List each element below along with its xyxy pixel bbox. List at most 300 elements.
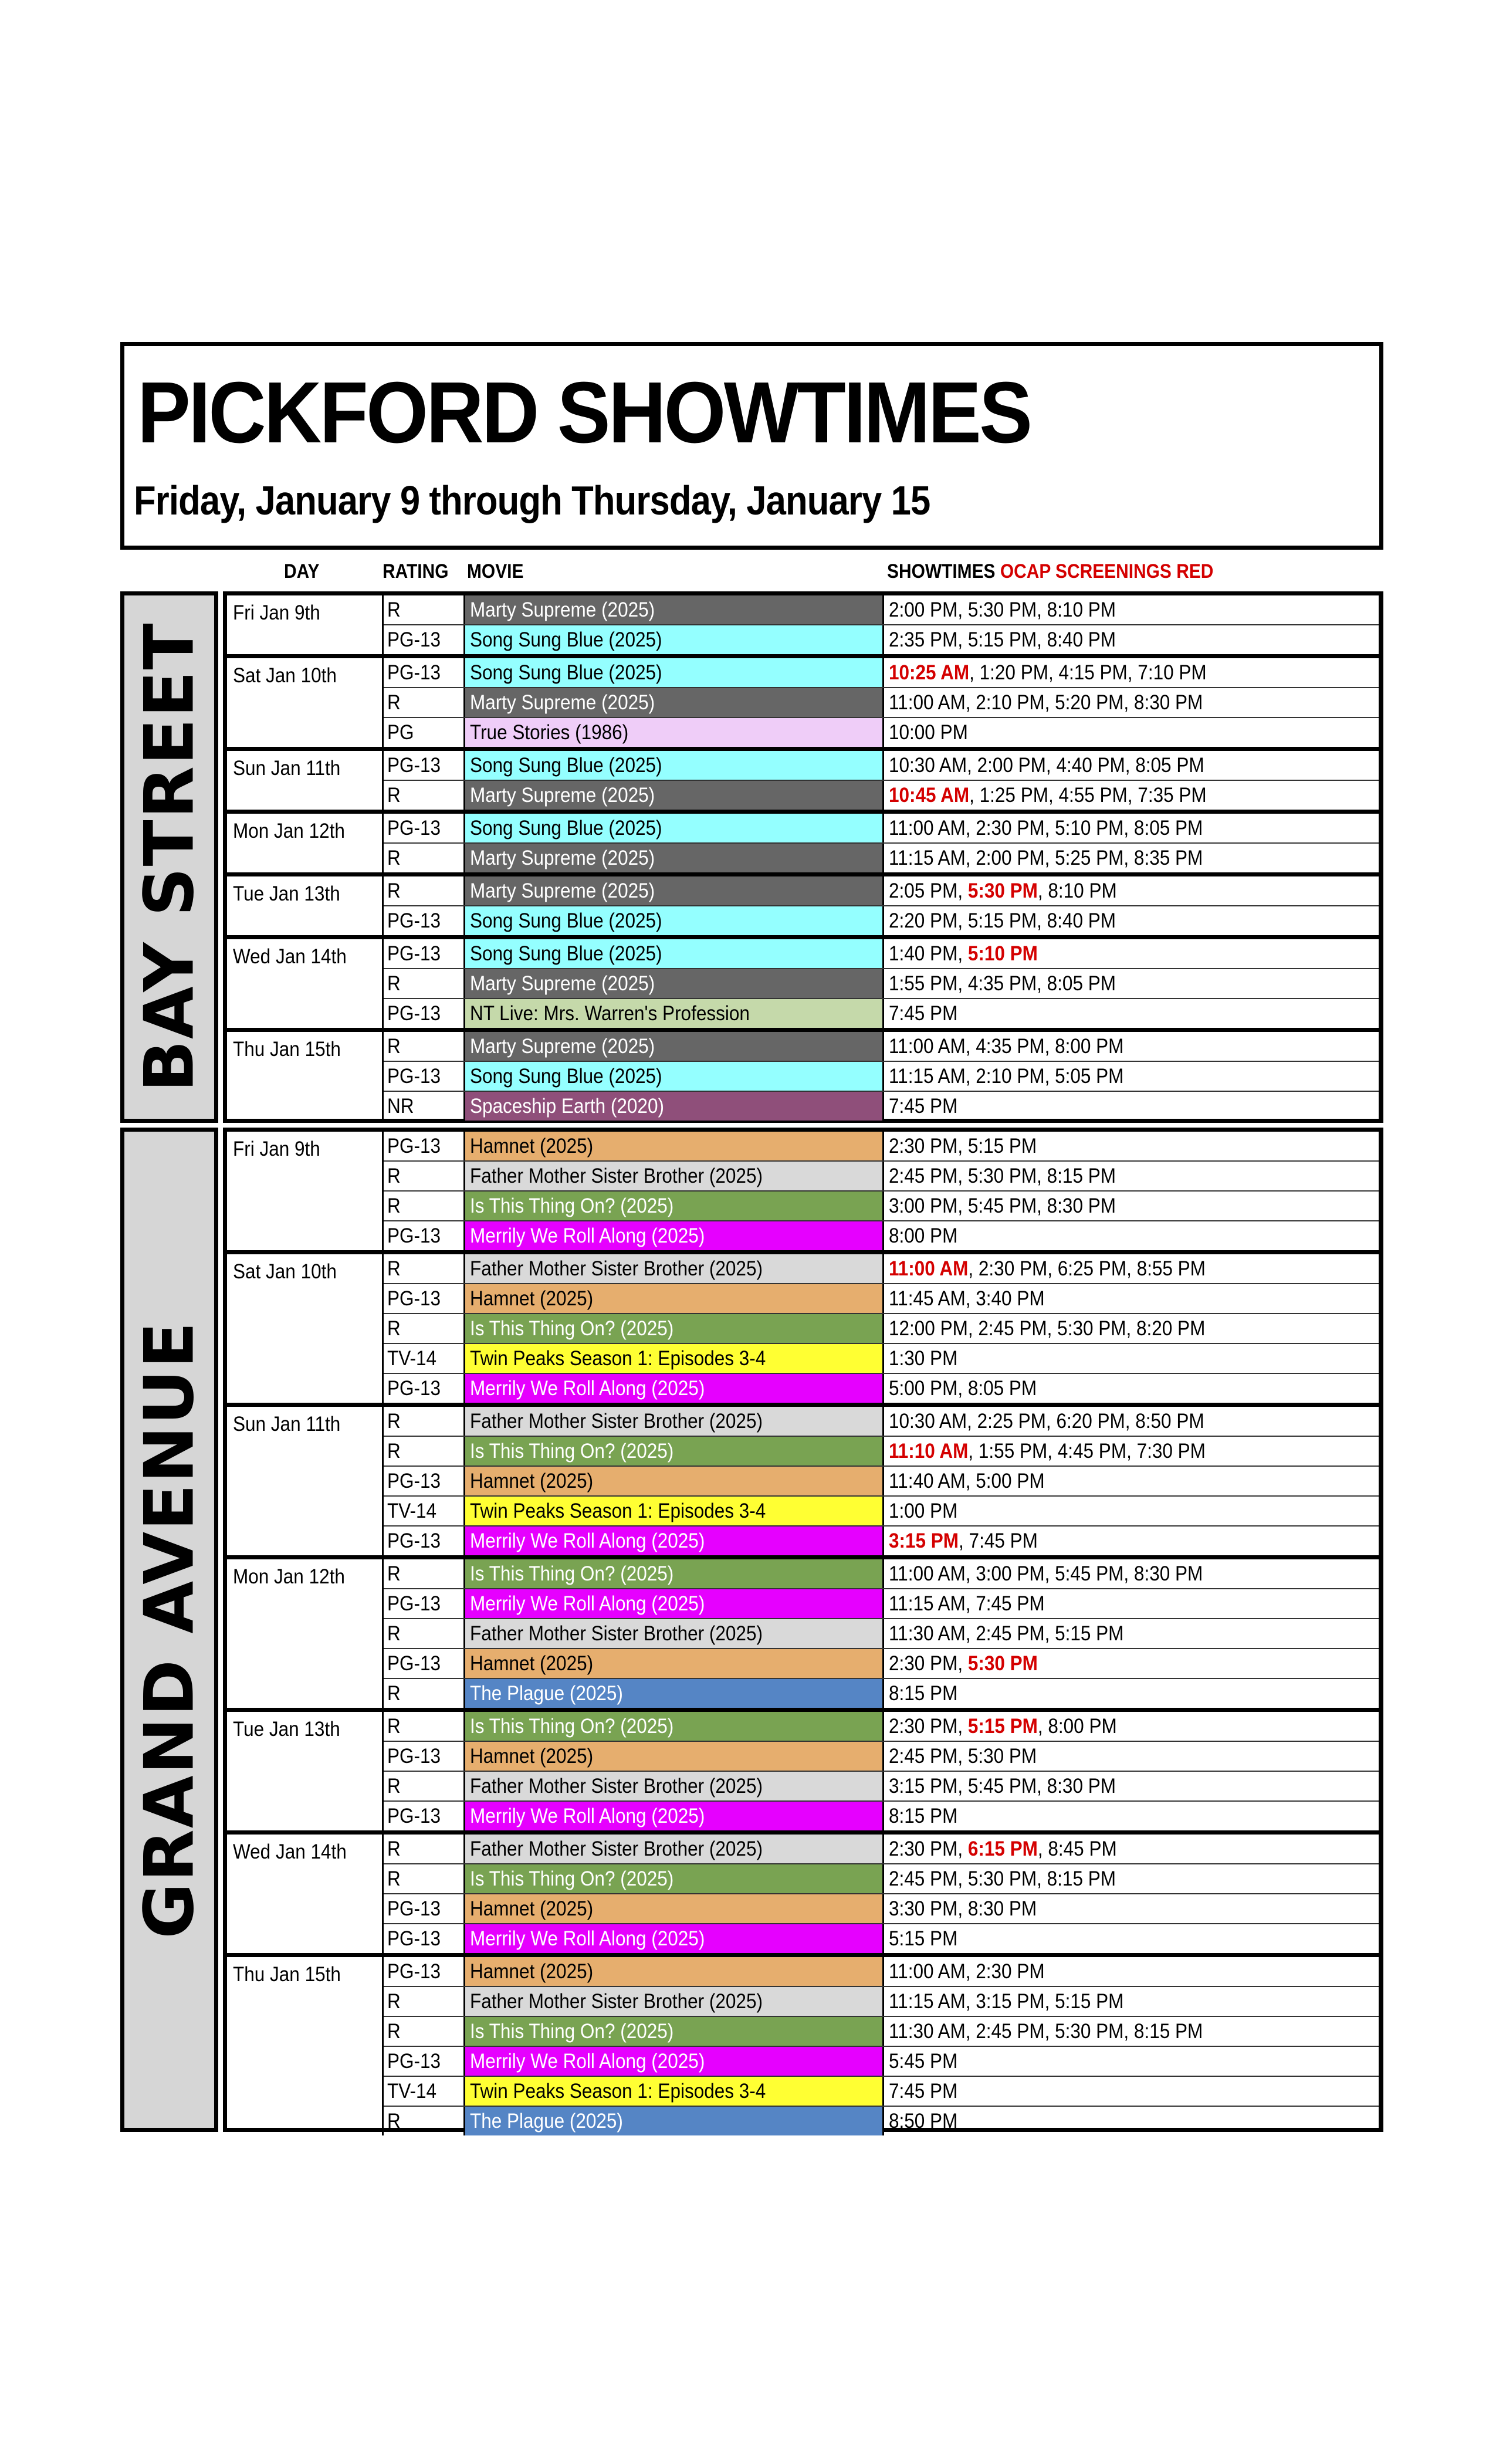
showtime: 7:45 PM (976, 1592, 1045, 1615)
table-row (384, 1467, 1379, 1497)
rating-label: PG (387, 721, 414, 744)
movie-title: Marty Supreme (2025) (470, 879, 655, 902)
rating-cell (384, 1527, 465, 1555)
showtimes-list (889, 1497, 957, 1525)
ocap-showtime: 6:15 PM (967, 1837, 1038, 1860)
day-cell (227, 1407, 384, 1555)
rating-label: R (387, 847, 401, 869)
showtime: 1:55 PM (978, 1440, 1048, 1463)
day-cell (227, 1559, 384, 1708)
showtime: 2:00 PM (977, 754, 1046, 777)
ocap-showtime: 5:30 PM (967, 879, 1038, 902)
rating-label: PG-13 (387, 1652, 441, 1675)
movie-cell (465, 1062, 884, 1091)
movie-cell (465, 2017, 884, 2046)
movie-title: Is This Thing On? (2025) (470, 1440, 674, 1463)
rating-label: R (387, 1035, 401, 1058)
showtime: 8:50 PM (1135, 1410, 1204, 1433)
showtime: 11:30 AM (889, 2020, 966, 2043)
showtimes-list: 10:30 AM, 2:25 PM, 6:20 PM, 8:50 PM (889, 1410, 1204, 1433)
rating-label: TV-14 (387, 1500, 437, 1522)
table-row (384, 781, 1379, 810)
showtime: 7:10 PM (1138, 661, 1207, 684)
showtime: 2:10 PM (976, 1065, 1045, 1088)
rating-cell (384, 1712, 465, 1741)
showtime: 8:30 PM (1133, 691, 1203, 714)
movie-title: The Plague (2025) (470, 1682, 623, 1705)
showtime: 5:20 PM (1055, 691, 1124, 714)
showtime: 5:00 PM (889, 1377, 958, 1400)
showtime: 8:20 PM (1136, 1317, 1206, 1340)
showtime: 1:30 PM (889, 1347, 958, 1370)
showtime: 5:30 PM (1057, 1317, 1126, 1340)
showtime: 10:30 AM (889, 754, 967, 777)
table-row (384, 1802, 1379, 1830)
rating-cell (384, 1924, 465, 1953)
showtime: 4:15 PM (1058, 661, 1128, 684)
movie-cell (465, 906, 884, 935)
movie-cell (465, 2047, 884, 2076)
showtime: 11:15 AM (889, 847, 966, 869)
showtime: 3:30 PM (889, 1897, 958, 1920)
table-row (384, 969, 1379, 999)
movie-cell (465, 595, 884, 624)
showtimes-cell (884, 751, 1379, 780)
rating-label: R (387, 1165, 401, 1187)
table-row (384, 625, 1379, 654)
showtime: 7:45 PM (889, 1002, 958, 1025)
showtime: 2:10 PM (976, 691, 1045, 714)
table-row (384, 999, 1379, 1028)
page-title: PICKFORD SHOWTIMES (137, 364, 1031, 461)
day-group (227, 1835, 1379, 1957)
rating-cell (384, 844, 465, 872)
rating-cell (384, 1957, 465, 1986)
showtimes-list (889, 1924, 957, 1953)
rating-label: R (387, 1715, 401, 1738)
showtime: 5:15 PM (967, 1135, 1037, 1157)
rating-label: R (387, 691, 401, 714)
ocap-legend: OCAP SCREENINGS RED (1000, 560, 1214, 583)
showtime: 2:05 PM (889, 879, 958, 902)
showtime: 5:30 PM (967, 598, 1037, 621)
showtime: 8:15 PM (1133, 2020, 1203, 2043)
rating-label: PG-13 (387, 1927, 441, 1950)
showtimes-cell (884, 1192, 1379, 1220)
showtimes-list: 12:00 PM, 2:45 PM, 5:30 PM, 8:20 PM (889, 1317, 1206, 1340)
table-row (384, 2047, 1379, 2077)
movie-title: Song Sung Blue (2025) (470, 1065, 662, 1088)
rating-label: PG-13 (387, 1805, 441, 1827)
table-row (384, 1192, 1379, 1221)
table-row (384, 1032, 1379, 1062)
table-row (384, 1957, 1379, 1987)
showtimes-list: 10:25 AM, 1:20 PM, 4:15 PM, 7:10 PM (889, 661, 1207, 684)
movie-title: Merrily We Roll Along (2025) (470, 2050, 705, 2073)
ocap-showtime: 5:15 PM (967, 1715, 1038, 1738)
rating-label: PG-13 (387, 909, 441, 932)
rating-cell (384, 1032, 465, 1061)
date-range-subtitle: Friday, January 9 through Thursday, January 15 (134, 478, 930, 523)
showtimes-cell (884, 1092, 1379, 1121)
movie-cell (465, 1619, 884, 1648)
showtime: 8:05 PM (1135, 754, 1204, 777)
showtimes-cell (884, 1062, 1379, 1091)
movie-cell (465, 876, 884, 905)
table-row (384, 1894, 1379, 1924)
rating-label: PG-13 (387, 1529, 441, 1552)
day-label: Wed Jan 14th (233, 945, 347, 968)
rating-cell (384, 1619, 465, 1648)
movie-cell (465, 1894, 884, 1923)
showtime: 11:00 AM (889, 1035, 966, 1058)
showing-rows (384, 1254, 1379, 1403)
movie-title: Hamnet (2025) (470, 1897, 594, 1920)
table-row (384, 2077, 1379, 2107)
movie-title: Twin Peaks Season 1: Episodes 3-4 (470, 1500, 766, 1522)
showtime: 11:30 AM (889, 1622, 966, 1645)
movie-title: Song Sung Blue (2025) (470, 661, 662, 684)
movie-cell (465, 1314, 884, 1343)
showtime: 2:30 PM (889, 1715, 958, 1738)
movie-cell (465, 1092, 884, 1121)
rating-cell (384, 1344, 465, 1373)
movie-title: Spaceship Earth (2020) (470, 1095, 664, 1118)
showtimes-cell (884, 999, 1379, 1028)
rating-cell (384, 1132, 465, 1160)
movie-cell (465, 1835, 884, 1863)
rating-cell (384, 1062, 465, 1091)
showtimes-cell (884, 1802, 1379, 1830)
showtimes-cell (884, 1924, 1379, 1953)
movie-cell (465, 939, 884, 968)
movie-cell (465, 1221, 884, 1250)
showtimes-list: 2:30 PM, 5:15 PM (889, 1135, 1037, 1157)
movie-cell (465, 1344, 884, 1373)
showtime: 2:45 PM (976, 1622, 1045, 1645)
showtimes-list: 11:30 AM, 2:45 PM, 5:15 PM (889, 1622, 1124, 1645)
showtimes-list: 11:15 AM, 2:10 PM, 5:05 PM (889, 1065, 1124, 1088)
showtime: 8:55 PM (1136, 1257, 1206, 1280)
day-label: Fri Jan 9th (233, 1138, 320, 1160)
showtimes-cell (884, 1559, 1379, 1588)
movie-cell (465, 1407, 884, 1436)
showtime: 2:30 PM (889, 1135, 958, 1157)
showtimes-cell (884, 1032, 1379, 1061)
table-row (384, 718, 1379, 747)
rating-cell (384, 1589, 465, 1618)
showtimes-list: 11:15 AM, 2:00 PM, 5:25 PM, 8:35 PM (889, 847, 1203, 869)
table-row (384, 595, 1379, 625)
showtimes-cell (884, 1132, 1379, 1160)
showtimes-list: 10:30 AM, 2:00 PM, 4:40 PM, 8:05 PM (889, 754, 1204, 777)
showtimes-list: 11:00 AM, 3:00 PM, 5:45 PM, 8:30 PM (889, 1562, 1203, 1585)
showtime: 4:35 PM (976, 1035, 1045, 1058)
showtimes-cell (884, 1314, 1379, 1343)
movie-title: Is This Thing On? (2025) (470, 1867, 674, 1890)
showtimes-cell (884, 1467, 1379, 1495)
table-row (384, 1527, 1379, 1555)
showtime: 11:00 AM (889, 1562, 966, 1585)
showtime: 5:45 PM (967, 1194, 1037, 1217)
showtimes-list: 3:00 PM, 5:45 PM, 8:30 PM (889, 1194, 1116, 1217)
showtimes-cell (884, 1254, 1379, 1283)
rating-label: R (387, 1837, 401, 1860)
showtime: 11:00 AM (889, 1960, 966, 1983)
table-row (384, 1407, 1379, 1437)
showtime: 8:05 PM (1047, 972, 1116, 995)
movie-cell (465, 1742, 884, 1771)
movie-title: Is This Thing On? (2025) (470, 1715, 674, 1738)
movie-title: Is This Thing On? (2025) (470, 2020, 674, 2043)
venue-label (120, 1128, 218, 2132)
table-row (384, 1374, 1379, 1403)
showtimes-list: 11:45 AM, 3:40 PM (889, 1287, 1045, 1310)
showing-rows (384, 1712, 1379, 1830)
rating-cell (384, 2047, 465, 2076)
showtimes-list: 3:15 PM, 7:45 PM (889, 1529, 1038, 1552)
movie-cell (465, 1679, 884, 1708)
movie-cell (465, 1374, 884, 1403)
showtimes-cell (884, 1835, 1379, 1863)
movie-title: Father Mother Sister Brother (2025) (470, 1990, 763, 2013)
showtimes-list: 10:45 AM, 1:25 PM, 4:55 PM, 7:35 PM (889, 784, 1207, 807)
showtimes-cell (884, 2047, 1379, 2076)
showtimes-cell (884, 1407, 1379, 1436)
movie-title: Hamnet (2025) (470, 1287, 594, 1310)
rating-cell (384, 2077, 465, 2106)
rating-label: PG-13 (387, 661, 441, 684)
showtimes-list (889, 2107, 957, 2135)
showtimes-list: 11:15 AM, 3:15 PM, 5:15 PM (889, 1990, 1124, 2013)
showtime: 5:30 PM (967, 1867, 1037, 1890)
day-group (227, 1032, 1379, 1121)
movie-cell (465, 658, 884, 687)
showtime: 1:20 PM (979, 661, 1048, 684)
day-label: Mon Jan 12th (233, 820, 345, 842)
rating-label: R (387, 598, 401, 621)
movie-cell (465, 844, 884, 872)
showtime: 2:00 PM (889, 598, 958, 621)
showtime: 7:30 PM (1136, 1440, 1206, 1463)
showtimes-list (889, 2047, 957, 2076)
showtime: 8:30 PM (1133, 1562, 1203, 1585)
rating-cell (384, 1742, 465, 1771)
showtime: 1:25 PM (979, 784, 1048, 807)
movie-cell (465, 1284, 884, 1313)
showtime: 8:45 PM (1048, 1837, 1117, 1860)
rating-cell (384, 1864, 465, 1893)
showtime: 8:05 PM (1133, 817, 1203, 840)
showtime: 5:15 PM (967, 628, 1037, 651)
rating-label: PG-13 (387, 942, 441, 965)
rating-cell (384, 1437, 465, 1465)
venue-name: GRAND AVENUE (130, 1321, 209, 1939)
table-row (384, 1254, 1379, 1284)
day-cell (227, 595, 384, 654)
showtimes-cell (884, 1374, 1379, 1403)
rating-cell (384, 1314, 465, 1343)
showtime: 8:50 PM (889, 2110, 958, 2133)
day-label: Tue Jan 13th (233, 1718, 340, 1741)
day-group (227, 1254, 1379, 1407)
column-headers (0, 560, 1496, 584)
showtimes-list: 11:00 AM, 2:30 PM (889, 1960, 1045, 1983)
table-row (384, 1162, 1379, 1192)
movie-cell (465, 718, 884, 747)
table-row (384, 2017, 1379, 2047)
showtime: 2:30 PM (889, 1837, 958, 1860)
showtimes-list: 1:40 PM, 5:10 PM (889, 942, 1038, 965)
table-row (384, 1092, 1379, 1121)
movie-title: The Plague (2025) (470, 2110, 623, 2133)
movie-cell (465, 1987, 884, 2016)
table-row (384, 939, 1379, 969)
movie-title: Hamnet (2025) (470, 1135, 594, 1157)
showtimes-list (889, 1221, 957, 1250)
day-group (227, 939, 1379, 1032)
day-label: Fri Jan 9th (233, 601, 320, 624)
rating-label: PG-13 (387, 628, 441, 651)
table-row (384, 906, 1379, 935)
rating-label: PG-13 (387, 1745, 441, 1768)
showtime: 6:20 PM (1056, 1410, 1125, 1433)
table-row (384, 1559, 1379, 1589)
movie-cell (465, 1437, 884, 1465)
rating-cell (384, 969, 465, 998)
movie-cell (465, 781, 884, 810)
movie-title: NT Live: Mrs. Warren's Profession (470, 1002, 750, 1025)
day-group (227, 751, 1379, 814)
movie-title: Song Sung Blue (2025) (470, 942, 662, 965)
showing-rows (384, 1559, 1379, 1708)
showtime: 4:45 PM (1057, 1440, 1127, 1463)
day-cell (227, 1132, 384, 1250)
showtimes-cell (884, 1221, 1379, 1250)
rating-cell (384, 1221, 465, 1250)
rating-cell (384, 1374, 465, 1403)
showtimes-cell (884, 781, 1379, 810)
day-cell (227, 939, 384, 1028)
showtimes-cell (884, 1987, 1379, 2016)
movie-cell (465, 999, 884, 1028)
table-row (384, 1712, 1379, 1742)
showtime: 8:10 PM (1047, 598, 1116, 621)
table-row (384, 1314, 1379, 1344)
showtimes-list: 11:15 AM, 7:45 PM (889, 1592, 1045, 1615)
showtime: 11:00 AM (889, 817, 966, 840)
showtime: 8:00 PM (889, 1224, 958, 1247)
ocap-showtime: 5:10 PM (967, 942, 1038, 965)
venue-section-grand-avenue (120, 1128, 1383, 2132)
rating-label: R (387, 1257, 401, 1280)
showtime: 8:15 PM (889, 1805, 958, 1827)
showing-rows (384, 1132, 1379, 1250)
venue-label (120, 591, 218, 1123)
showtimes-cell (884, 595, 1379, 624)
table-row (384, 2107, 1379, 2135)
showtimes-cell (884, 1894, 1379, 1923)
showtimes-cell (884, 906, 1379, 935)
movie-title: Merrily We Roll Along (2025) (470, 1927, 705, 1950)
movie-cell (465, 1132, 884, 1160)
showtime: 6:25 PM (1057, 1257, 1127, 1280)
movie-title: Merrily We Roll Along (2025) (470, 1377, 705, 1400)
showtimes-cell (884, 814, 1379, 842)
rating-label: R (387, 1990, 401, 2013)
showtimes-list (889, 999, 957, 1028)
rating-label: R (387, 1410, 401, 1433)
day-cell (227, 1032, 384, 1121)
showtime: 10:00 PM (889, 721, 968, 744)
rating-cell (384, 939, 465, 968)
movie-title: Marty Supreme (2025) (470, 972, 655, 995)
showtimes-cell (884, 2017, 1379, 2046)
showtime: 11:15 AM (889, 1990, 966, 2013)
day-label: Tue Jan 13th (233, 882, 340, 905)
showtimes-cell (884, 1589, 1379, 1618)
showtime: 5:15 PM (1055, 1622, 1124, 1645)
rating-cell (384, 814, 465, 842)
table-row (384, 1864, 1379, 1894)
showtimes-list: 2:30 PM, 5:30 PM (889, 1652, 1038, 1675)
showtime: 7:45 PM (889, 2080, 958, 2103)
showtimes-cell (884, 1957, 1379, 1986)
rating-cell (384, 1894, 465, 1923)
showtime: 2:25 PM (977, 1410, 1046, 1433)
showtimes-list (889, 2077, 957, 2106)
day-label: Thu Jan 15th (233, 1038, 341, 1061)
showing-rows (384, 1835, 1379, 1953)
rating-cell (384, 1772, 465, 1800)
day-cell (227, 658, 384, 747)
showtime: 11:45 AM (889, 1287, 966, 1310)
rating-cell (384, 1092, 465, 1121)
column-header-day: DAY (284, 560, 320, 583)
showtimes-list: 11:00 AM, 2:10 PM, 5:20 PM, 8:30 PM (889, 691, 1203, 714)
showtime: 5:45 PM (967, 1775, 1037, 1798)
day-label: Mon Jan 12th (233, 1565, 345, 1588)
table-row (384, 1132, 1379, 1162)
showtimes-list: 3:30 PM, 8:30 PM (889, 1897, 1037, 1920)
day-group (227, 595, 1379, 658)
movie-title: Song Sung Blue (2025) (470, 909, 662, 932)
rating-cell (384, 781, 465, 810)
showtime: 3:15 PM (889, 1775, 958, 1798)
movie-cell (465, 1497, 884, 1525)
showtime: 5:30 PM (967, 1165, 1037, 1187)
showtimes-cell (884, 1742, 1379, 1771)
showtime: 5:15 PM (967, 909, 1037, 932)
showtime: 2:30 PM (889, 1652, 958, 1675)
rating-cell (384, 1835, 465, 1863)
showtimes-cell (884, 1619, 1379, 1648)
showtime: 1:40 PM (889, 942, 958, 965)
showtimes-cell (884, 1437, 1379, 1465)
showtime: 8:35 PM (1133, 847, 1203, 869)
day-group (227, 814, 1379, 876)
movie-title: Marty Supreme (2025) (470, 847, 655, 869)
movie-cell (465, 688, 884, 717)
movie-title: Song Sung Blue (2025) (470, 817, 662, 840)
table-row (384, 1619, 1379, 1649)
showtimes-list: 3:15 PM, 5:45 PM, 8:30 PM (889, 1775, 1116, 1798)
rating-label: PG-13 (387, 1592, 441, 1615)
rating-cell (384, 1987, 465, 2016)
movie-cell (465, 1032, 884, 1061)
rating-cell (384, 1407, 465, 1436)
showtimes-cell (884, 1284, 1379, 1313)
